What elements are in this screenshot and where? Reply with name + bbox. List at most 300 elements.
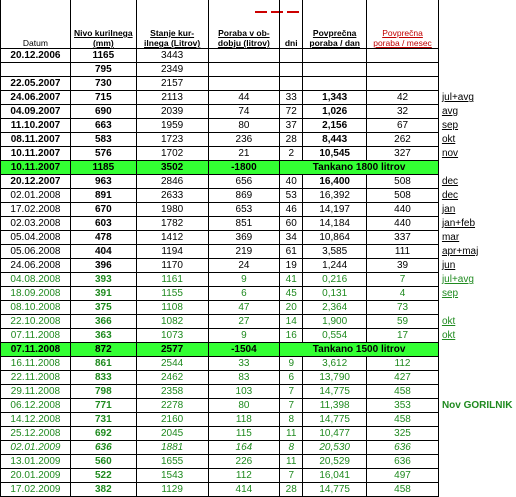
cell-level: 1165 — [70, 49, 136, 63]
cell-stock: 1155 — [136, 287, 208, 301]
cell-per-day: 16,041 — [303, 469, 367, 483]
cell-per-day: 8,443 — [303, 133, 367, 147]
cell-note — [438, 315, 515, 329]
cell-date: 14.12.2008 — [1, 413, 71, 427]
cell-per-day: 1,244 — [303, 259, 367, 273]
cell-per-day: 10,864 — [303, 231, 367, 245]
cell-use: 164 — [208, 441, 280, 455]
cell-date: 07.11.2008 — [1, 343, 71, 357]
cell-level: 731 — [70, 413, 136, 427]
cell-note — [438, 385, 515, 399]
table-row — [1, 133, 516, 147]
cell-note — [438, 399, 515, 413]
refill-row — [1, 343, 516, 357]
table-row — [1, 105, 516, 119]
refill-note: Tankano 1500 litrov — [280, 343, 439, 357]
cell-per-day: 10,477 — [303, 427, 367, 441]
cell-days: 45 — [280, 287, 303, 301]
table-row — [1, 329, 516, 343]
table-row — [1, 455, 516, 469]
table-row — [1, 301, 516, 315]
cell-stock: 2846 — [136, 175, 208, 189]
cell-per-month: 73 — [367, 301, 439, 315]
cell-days: 37 — [280, 119, 303, 133]
cell-date: 16.11.2008 — [1, 357, 71, 371]
month-note: mar — [441, 232, 460, 243]
cell-per-day: 3,612 — [303, 357, 367, 371]
month-note: dec — [441, 190, 459, 201]
cell-level: 522 — [70, 469, 136, 483]
refill-note: Tankano 1800 litrov — [280, 161, 439, 175]
table-row — [1, 427, 516, 441]
cell-per-month: 508 — [367, 175, 439, 189]
table-row — [1, 147, 516, 161]
table-row — [1, 49, 516, 63]
cell-use: 83 — [208, 371, 280, 385]
cell-level: 690 — [70, 105, 136, 119]
cell-days: 60 — [280, 217, 303, 231]
header-note — [438, 0, 515, 49]
cell-use: 9 — [208, 273, 280, 287]
cell-per-month: 262 — [367, 133, 439, 147]
cell-note — [438, 329, 515, 343]
month-note: sep — [441, 120, 459, 131]
table-row — [1, 371, 516, 385]
cell-per-month: 458 — [367, 413, 439, 427]
cell-stock: 2349 — [136, 63, 208, 77]
cell-days — [280, 77, 303, 91]
cell-note — [438, 63, 515, 77]
cell-per-month: 7 — [367, 273, 439, 287]
cell-stock: 2113 — [136, 91, 208, 105]
cell-use — [208, 49, 280, 63]
cell-use: 118 — [208, 413, 280, 427]
header-dni: dni — [280, 0, 303, 49]
cell-stock: 1194 — [136, 245, 208, 259]
cell-stock: 2462 — [136, 371, 208, 385]
cell-per-month: 458 — [367, 385, 439, 399]
month-note: jul+avg — [441, 274, 474, 285]
cell-days: 61 — [280, 245, 303, 259]
cell-per-month: 458 — [367, 483, 439, 497]
cell-days: 72 — [280, 105, 303, 119]
cell-note — [438, 133, 515, 147]
cell-stock: 3443 — [136, 49, 208, 63]
cell-use: 369 — [208, 231, 280, 245]
table-row — [1, 217, 516, 231]
header-stanje: Stanje kur- ilnega (Litrov) — [136, 0, 208, 49]
cell-stock: 1129 — [136, 483, 208, 497]
cell-date: 10.11.2007 — [1, 161, 71, 175]
cell-per-month — [367, 49, 439, 63]
cell-per-day: 14,775 — [303, 413, 367, 427]
cell-level: 375 — [70, 301, 136, 315]
table-row — [1, 203, 516, 217]
cell-per-month: 353 — [367, 399, 439, 413]
cell-per-month: 337 — [367, 231, 439, 245]
cell-date: 11.10.2007 — [1, 119, 71, 133]
cell-stock: 1782 — [136, 217, 208, 231]
cell-per-month: 4 — [367, 287, 439, 301]
table-row — [1, 245, 516, 259]
cell-date: 24.06.2007 — [1, 91, 71, 105]
cell-use: 24 — [208, 259, 280, 273]
cell-per-month: 17 — [367, 329, 439, 343]
cell-level: 363 — [70, 329, 136, 343]
cell-days — [280, 63, 303, 77]
cell-stock: 1881 — [136, 441, 208, 455]
cell-per-month: 427 — [367, 371, 439, 385]
cell-note — [438, 147, 515, 161]
cell-per-month: 636 — [367, 441, 439, 455]
cell-level: 636 — [70, 441, 136, 455]
cell-date: 08.10.2008 — [1, 301, 71, 315]
cell-use — [208, 63, 280, 77]
cell-stock: 1655 — [136, 455, 208, 469]
cell-date: 20.12.2007 — [1, 175, 71, 189]
cell-use: 6 — [208, 287, 280, 301]
table-row — [1, 119, 516, 133]
cell-date: 02.03.2008 — [1, 217, 71, 231]
cell-days: 11 — [280, 427, 303, 441]
table-row — [1, 385, 516, 399]
cell-stock: 1723 — [136, 133, 208, 147]
cell-per-day: 13,790 — [303, 371, 367, 385]
cell-per-day: 14,184 — [303, 217, 367, 231]
month-note: okt — [441, 134, 456, 145]
header-poraba-obdobje: Poraba v ob- dobju (litrov) — [208, 0, 280, 49]
cell-level: 583 — [70, 133, 136, 147]
cell-stock: 2160 — [136, 413, 208, 427]
cell-use: 115 — [208, 427, 280, 441]
cell-date: 22.10.2008 — [1, 315, 71, 329]
header-povprecna-dan: Povprečna poraba / dan — [303, 0, 367, 49]
cell-level: 795 — [70, 63, 136, 77]
cell-per-month: 327 — [367, 147, 439, 161]
cell-days: 16 — [280, 329, 303, 343]
table-row — [1, 315, 516, 329]
cell-use: 226 — [208, 455, 280, 469]
cell-days: 33 — [280, 91, 303, 105]
cell-date: 06.12.2008 — [1, 399, 71, 413]
cell-level: 404 — [70, 245, 136, 259]
cell-date: 04.08.2008 — [1, 273, 71, 287]
cell-stock: 1412 — [136, 231, 208, 245]
cell-per-day: 11,398 — [303, 399, 367, 413]
cell-stock: 1980 — [136, 203, 208, 217]
cell-per-day — [303, 77, 367, 91]
cell-stock: 2045 — [136, 427, 208, 441]
cell-stock: 2157 — [136, 77, 208, 91]
cell-stock: 2633 — [136, 189, 208, 203]
cell-date: 22.11.2008 — [1, 371, 71, 385]
cell-use: 44 — [208, 91, 280, 105]
cell-note — [438, 357, 515, 371]
month-note: jan — [441, 204, 456, 215]
cell-level: 560 — [70, 455, 136, 469]
cell-date: 25.12.2008 — [1, 427, 71, 441]
cell-use: 80 — [208, 119, 280, 133]
cell-level: 670 — [70, 203, 136, 217]
cell-note — [438, 469, 515, 483]
cell-days: 46 — [280, 203, 303, 217]
cell-per-day: 2,364 — [303, 301, 367, 315]
cell-use: 112 — [208, 469, 280, 483]
cell-use: 219 — [208, 245, 280, 259]
cell-date: 05.04.2008 — [1, 231, 71, 245]
cell-stock: 1543 — [136, 469, 208, 483]
cell-stock: 1702 — [136, 147, 208, 161]
cell-level: 715 — [70, 91, 136, 105]
table-row — [1, 91, 516, 105]
cell-level: 603 — [70, 217, 136, 231]
cell-use: 236 — [208, 133, 280, 147]
cell-per-day: 20,529 — [303, 455, 367, 469]
cell-date: 08.11.2007 — [1, 133, 71, 147]
month-note: okt — [441, 316, 456, 327]
cell-note — [438, 189, 515, 203]
cell-date: 10.11.2007 — [1, 147, 71, 161]
table-row — [1, 413, 516, 427]
cell-level: 366 — [70, 315, 136, 329]
cell-note — [438, 161, 515, 175]
cell-use: 103 — [208, 385, 280, 399]
cell-note — [438, 91, 515, 105]
cell-date: 20.12.2006 — [1, 49, 71, 63]
cell-use: 9 — [208, 329, 280, 343]
cell-level: 861 — [70, 357, 136, 371]
cell-per-day: 14,775 — [303, 483, 367, 497]
cell-stock: 2039 — [136, 105, 208, 119]
month-note: apr+maj — [441, 246, 479, 257]
cell-per-day: 14,197 — [303, 203, 367, 217]
cell-per-month: 111 — [367, 245, 439, 259]
month-note: dec — [441, 176, 459, 187]
table-row — [1, 273, 516, 287]
cell-use: 656 — [208, 175, 280, 189]
cell-days: 14 — [280, 315, 303, 329]
month-note: Nov GORILNIK — [441, 400, 513, 411]
cell-level: 798 — [70, 385, 136, 399]
cell-note — [438, 49, 515, 63]
header-row — [1, 0, 516, 49]
cell-per-month: 440 — [367, 217, 439, 231]
table-row — [1, 469, 516, 483]
cell-note — [438, 441, 515, 455]
table-row — [1, 231, 516, 245]
cell-days: 6 — [280, 371, 303, 385]
table-row — [1, 287, 516, 301]
cell-per-day: 3,585 — [303, 245, 367, 259]
cell-date: 02.01.2009 — [1, 441, 71, 455]
cell-date: 22.05.2007 — [1, 77, 71, 91]
cell-level: 576 — [70, 147, 136, 161]
table-row — [1, 441, 516, 455]
cell-level: 833 — [70, 371, 136, 385]
cell-note — [438, 175, 515, 189]
cell-days: 9 — [280, 357, 303, 371]
cell-days: 7 — [280, 399, 303, 413]
refill-row — [1, 161, 516, 175]
cell-use: 80 — [208, 399, 280, 413]
cell-per-day: 0,131 — [303, 287, 367, 301]
cell-per-day: 16,400 — [303, 175, 367, 189]
cell-per-day: 0,554 — [303, 329, 367, 343]
table-row — [1, 483, 516, 497]
cell-note — [438, 413, 515, 427]
cell-note — [438, 217, 515, 231]
cell-stock: 1082 — [136, 315, 208, 329]
cell-days — [280, 49, 303, 63]
month-note: jul+avg — [441, 92, 474, 103]
month-note: jan+feb — [441, 218, 476, 229]
cell-level: 382 — [70, 483, 136, 497]
cell-note — [438, 203, 515, 217]
cell-level: 771 — [70, 399, 136, 413]
cell-level: 692 — [70, 427, 136, 441]
cell-days: 28 — [280, 133, 303, 147]
header-datum: Datum — [1, 0, 71, 49]
cell-per-day: 1,026 — [303, 105, 367, 119]
cell-per-day — [303, 49, 367, 63]
month-note: okt — [441, 330, 456, 341]
cell-date: 29.11.2008 — [1, 385, 71, 399]
cell-use: 27 — [208, 315, 280, 329]
cell-days: 7 — [280, 385, 303, 399]
cell-use: -1504 — [208, 343, 280, 357]
table-row — [1, 175, 516, 189]
table-row — [1, 189, 516, 203]
cell-days: 11 — [280, 455, 303, 469]
cell-use — [208, 77, 280, 91]
cell-note — [438, 245, 515, 259]
cell-per-day: 20,530 — [303, 441, 367, 455]
cell-use: 47 — [208, 301, 280, 315]
cell-level: 730 — [70, 77, 136, 91]
cell-per-month: 497 — [367, 469, 439, 483]
cell-date: 18.09.2008 — [1, 287, 71, 301]
month-note: nov — [441, 148, 459, 159]
cell-date: 17.02.2009 — [1, 483, 71, 497]
cell-days: 19 — [280, 259, 303, 273]
cell-per-day: 14,775 — [303, 385, 367, 399]
cell-days: 40 — [280, 175, 303, 189]
cell-stock: 1108 — [136, 301, 208, 315]
cell-stock: 1170 — [136, 259, 208, 273]
cell-level: 663 — [70, 119, 136, 133]
cell-per-month: 59 — [367, 315, 439, 329]
cell-per-month: 32 — [367, 105, 439, 119]
cell-level: 393 — [70, 273, 136, 287]
cell-note — [438, 483, 515, 497]
table-row — [1, 77, 516, 91]
cell-days: 2 — [280, 147, 303, 161]
cell-stock: 3502 — [136, 161, 208, 175]
cell-per-day: 1,900 — [303, 315, 367, 329]
cell-days: 8 — [280, 441, 303, 455]
cell-date: 24.06.2008 — [1, 259, 71, 273]
cell-note — [438, 77, 515, 91]
cell-days: 41 — [280, 273, 303, 287]
header-povprecna-mesec: Povprečna poraba / mesec — [367, 0, 439, 49]
month-note: avg — [441, 106, 459, 117]
cell-per-month — [367, 77, 439, 91]
cell-use: 21 — [208, 147, 280, 161]
table-row — [1, 357, 516, 371]
cell-per-month: 67 — [367, 119, 439, 133]
cell-per-day: 0,216 — [303, 273, 367, 287]
table-row — [1, 63, 516, 77]
cell-days: 7 — [280, 469, 303, 483]
cell-date: 05.06.2008 — [1, 245, 71, 259]
cell-per-month: 508 — [367, 189, 439, 203]
cell-date: 13.01.2009 — [1, 455, 71, 469]
cell-date: 07.11.2008 — [1, 329, 71, 343]
cell-use: 869 — [208, 189, 280, 203]
cell-per-day: 2,156 — [303, 119, 367, 133]
cell-stock: 2278 — [136, 399, 208, 413]
cell-note — [438, 301, 515, 315]
cell-use: 851 — [208, 217, 280, 231]
cell-note — [438, 273, 515, 287]
cell-note — [438, 231, 515, 245]
cell-per-month: 325 — [367, 427, 439, 441]
cell-stock: 2577 — [136, 343, 208, 357]
cell-note — [438, 259, 515, 273]
cell-per-month: 440 — [367, 203, 439, 217]
cell-per-day — [303, 63, 367, 77]
cell-days: 53 — [280, 189, 303, 203]
cell-level: 391 — [70, 287, 136, 301]
cell-note — [438, 427, 515, 441]
cell-per-month: 42 — [367, 91, 439, 105]
cell-level: 872 — [70, 343, 136, 357]
cell-note — [438, 343, 515, 357]
cell-stock: 1161 — [136, 273, 208, 287]
cell-per-day: 10,545 — [303, 147, 367, 161]
cell-days: 28 — [280, 483, 303, 497]
cell-level: 396 — [70, 259, 136, 273]
cell-per-day: 16,392 — [303, 189, 367, 203]
cell-note — [438, 371, 515, 385]
cell-stock: 1959 — [136, 119, 208, 133]
cell-note — [438, 105, 515, 119]
cell-note — [438, 287, 515, 301]
cell-stock: 2358 — [136, 385, 208, 399]
cell-per-month: 39 — [367, 259, 439, 273]
cell-use: 33 — [208, 357, 280, 371]
table-row — [1, 259, 516, 273]
cell-date: 17.02.2008 — [1, 203, 71, 217]
cell-use: 653 — [208, 203, 280, 217]
cell-stock: 2544 — [136, 357, 208, 371]
header-nivo: Nivo kurilnega (mm) — [70, 0, 136, 49]
cell-per-day: 1,343 — [303, 91, 367, 105]
cell-date: 02.01.2008 — [1, 189, 71, 203]
cell-level: 963 — [70, 175, 136, 189]
month-note: jun — [441, 260, 456, 271]
cell-level: 1185 — [70, 161, 136, 175]
cell-level: 891 — [70, 189, 136, 203]
cell-level: 478 — [70, 231, 136, 245]
cell-days: 20 — [280, 301, 303, 315]
cell-stock: 1073 — [136, 329, 208, 343]
cell-date: 04.09.2007 — [1, 105, 71, 119]
cell-per-month: 112 — [367, 357, 439, 371]
cell-days: 8 — [280, 413, 303, 427]
table-row — [1, 399, 516, 413]
cell-use: 414 — [208, 483, 280, 497]
